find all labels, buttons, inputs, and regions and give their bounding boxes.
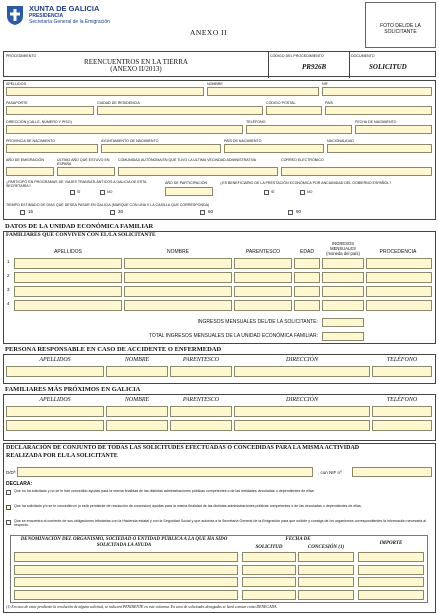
decl-opt-3: Que se encuentra al corriente de sus obligaciones tributarias con la Hacienda estatal y con la Seguridad Social y que autoriza a la Secretaría General de la Emigración para que solicite y consiga de los organismos correspondientes la información necesaria al respecto.	[14, 519, 426, 528]
emergency-col-3: DIRECCIÓN	[286, 357, 318, 363]
family-row-cell[interactable]	[322, 300, 364, 311]
label-ano-emig: AÑO DE EMIGRACIÓN	[6, 158, 44, 162]
total-applicant-label: INGRESOS MENSUALES DEL/DE LA SOLICITANTE:	[197, 319, 318, 325]
field-apellidos[interactable]	[6, 87, 204, 96]
aid-cell[interactable]	[358, 565, 424, 575]
total-family-label: TOTAL INGRESOS MENSUALES DE LA UNIDAD ECONÓMICA FAMILIAR:	[148, 333, 318, 339]
family-col-apellidos: APELLIDOS	[54, 249, 82, 255]
relatives-cell[interactable]	[106, 406, 168, 417]
relatives-cell[interactable]	[372, 420, 432, 431]
subdept-name: Secretaría General de la Emigración	[29, 19, 110, 25]
label-correo: CORREO ELECTRÓNICO	[281, 158, 324, 162]
label-participo-no: NO	[107, 190, 113, 194]
family-row-cell[interactable]	[294, 300, 320, 311]
family-row-cell[interactable]	[366, 300, 432, 311]
family-row-number: 1	[7, 259, 10, 264]
emergency-cell[interactable]	[234, 366, 370, 377]
aid-cell[interactable]	[358, 552, 424, 562]
declara-label: DECLARA:	[6, 481, 33, 487]
field-nacionalidad[interactable]	[327, 144, 432, 153]
relatives-col-2: PARENTESCO	[182, 397, 220, 403]
relatives-cell[interactable]	[234, 406, 370, 417]
dept-name: PRESIDENCIA	[29, 13, 64, 19]
label-provincia: PROVINCIA DE NACIMIENTO	[6, 139, 56, 143]
aid-col-solicitud: SOLICITUD	[255, 545, 283, 550]
dni-label: D/Dª	[6, 470, 16, 475]
field-ciudad[interactable]	[97, 106, 263, 115]
checkbox-days-60[interactable]	[200, 210, 205, 215]
family-row-cell[interactable]	[294, 286, 320, 297]
field-dni-name[interactable]	[17, 467, 313, 477]
label-nif: NIF	[322, 82, 328, 86]
field-fecha-nac[interactable]	[355, 125, 432, 134]
field-ano-part[interactable]	[165, 187, 213, 196]
family-row-cell[interactable]	[322, 286, 364, 297]
decl-opt-1: Que no ha solicitado y no se le han concedido ayudas para la misma finalidad de las distintas administraciones públicas competentes o de las entidades vinculadas o dependientes de ellas.	[14, 489, 315, 493]
family-row-number: 4	[7, 301, 10, 306]
family-row-number: 3	[7, 287, 10, 292]
family-row-cell[interactable]	[366, 286, 432, 297]
field-telefono[interactable]	[246, 125, 352, 134]
field-dni-nif[interactable]	[352, 467, 432, 477]
family-row-cell[interactable]	[294, 272, 320, 283]
doc-type: SOLICITUD	[369, 63, 407, 71]
doc-label: DOCUMENTO	[351, 54, 375, 58]
aid-cell[interactable]	[242, 565, 296, 575]
label-days-30: 30	[118, 209, 124, 214]
family-row-cell[interactable]	[124, 286, 232, 297]
aid-cell[interactable]	[298, 577, 354, 587]
family-col-ingresos: INGRESOS MENSUALES (moneda del país)	[326, 241, 360, 256]
relatives-col-1: NOMBRE	[124, 397, 150, 403]
aid-cell[interactable]	[298, 565, 354, 575]
family-row-cell[interactable]	[14, 286, 122, 297]
label-telefono: TELÉFONO	[246, 120, 266, 124]
aid-cell[interactable]	[14, 565, 238, 575]
field-correo[interactable]	[281, 167, 432, 176]
photo-box	[365, 2, 436, 48]
label-days-15: 15	[28, 209, 34, 214]
relatives-cell[interactable]	[6, 406, 104, 417]
proc-code: PR926B	[302, 63, 327, 71]
family-col-procedencia: PROCEDENCIA	[379, 249, 417, 255]
aid-cell[interactable]	[298, 552, 354, 562]
field-comunidad[interactable]	[118, 167, 278, 176]
proc-title-1: REENCUENTROS EN LA TIERRA	[84, 58, 188, 66]
family-row-number: 2	[7, 273, 10, 278]
emergency-cell[interactable]	[6, 366, 104, 377]
field-provincia[interactable]	[6, 144, 98, 153]
relatives-cell[interactable]	[234, 420, 370, 431]
proc-label: PROCEDIMIENTO	[6, 54, 37, 58]
family-row-cell[interactable]	[234, 300, 292, 311]
aid-cell[interactable]	[242, 577, 296, 587]
declaration-title-1: DECLARACIÓN DE CONJUNTO DE TODAS LAS SOLICITUDES EFECTUADAS O CONCEDIDAS PARA LA MISMA ACTIVIDAD	[6, 445, 360, 451]
label-comunidad: COMUNIDAD AUTÓNOMA EN QUE TUVO LA ÚLTIMA VECINDAD ADMINISTRATIVA	[118, 158, 257, 162]
aid-cell[interactable]	[14, 552, 238, 562]
field-total-applicant[interactable]	[322, 318, 364, 327]
checkbox-benef-no[interactable]	[300, 190, 305, 195]
label-tiempo: TIEMPO ESTIMADO DE DÍAS QUE DESEA PASAR EN GALICIA (MARQUE CON UNA X LA CASILLA QUE CORRESPONDA)	[6, 203, 210, 207]
emergency-col-2: PARENTESCO	[182, 357, 220, 363]
nif-label: , con NIF nº	[318, 470, 342, 475]
field-ultimo-ano[interactable]	[57, 167, 115, 176]
checkbox-decl-2[interactable]	[6, 505, 11, 510]
field-ano-emig[interactable]	[6, 167, 54, 176]
label-participo-si: SÍ	[77, 190, 81, 194]
relatives-col-4: TELÉFONO	[386, 397, 418, 403]
label-beneficiario: ¿ES BENEFICIARIO DE LA PRESTACIÓN ECONÓMICA POR ANCIANIDAD DEL GOBIERNO ESPAÑOL?	[220, 181, 392, 185]
field-pais[interactable]	[325, 106, 432, 115]
family-row-cell[interactable]	[294, 258, 320, 269]
family-col-edad: EDAD	[300, 249, 314, 255]
label-benef-no: NO	[307, 190, 313, 194]
family-row-cell[interactable]	[322, 258, 364, 269]
aid-cell[interactable]	[298, 590, 354, 600]
decl-opt-2: Que ha solicitado y/o se le concedieron (o está pendiente de resolución de concesión) ayudas para la misma finalidad de las distintas administraciones públicas competentes o de las vinculadas o dependientes de ellas.	[14, 504, 362, 508]
field-nif[interactable]	[322, 87, 432, 96]
emergency-cell[interactable]	[372, 366, 432, 377]
checkbox-participo-si[interactable]	[70, 190, 75, 195]
checkbox-participo-no[interactable]	[100, 190, 105, 195]
footnote: (1) En caso de estar pendiente la resolución de alguna solicitud, se indicará PENDIENTE en este columna. En caso de solicitudes denegadas se hará constar como DENEGADA.	[6, 605, 278, 609]
aid-cell[interactable]	[358, 590, 424, 600]
label-pais: PAÍS	[325, 101, 333, 105]
checkbox-days-15[interactable]	[20, 210, 25, 215]
checkbox-days-90[interactable]	[288, 210, 293, 215]
label-direccion: DIRECCIÓN (CALLE, NÚMERO Y PISO)	[6, 120, 72, 124]
emergency-cell[interactable]	[106, 366, 168, 377]
label-apellidos: APELLIDOS	[6, 82, 26, 86]
aid-col-fecha: FECHA DE	[285, 537, 311, 542]
label-days-90: 90	[296, 209, 302, 214]
checkbox-decl-3[interactable]	[6, 520, 11, 525]
emergency-col-0: APELLIDOS	[39, 357, 71, 363]
emergency-col-4: TELÉFONO	[386, 357, 418, 363]
xunta-shield-icon	[5, 4, 25, 26]
family-row-cell[interactable]	[124, 300, 232, 311]
label-pasaporte: PASAPORTE	[6, 101, 28, 105]
relatives-title: FAMILIARES MÁS PRÓXIMOS EN GALICIA	[5, 386, 141, 393]
aid-cell[interactable]	[242, 590, 296, 600]
checkbox-decl-1[interactable]	[6, 490, 11, 495]
field-total-family[interactable]	[322, 332, 364, 341]
family-row-cell[interactable]	[14, 300, 122, 311]
label-nombre: NOMBRE	[207, 82, 223, 86]
aid-col-concesion: CONCESIÓN (1)	[307, 545, 345, 550]
procedure-row	[3, 51, 436, 77]
family-row-cell[interactable]	[322, 272, 364, 283]
annex-title: ANEXO II	[190, 28, 228, 37]
checkbox-days-30[interactable]	[110, 210, 115, 215]
emergency-col-1: NOMBRE	[124, 357, 150, 363]
field-cp[interactable]	[266, 106, 322, 115]
proc-title-2: (ANEXO II/2013)	[110, 65, 162, 73]
declaration-title-2: REALIZADA POR EL/LA SOLICITANTE	[6, 453, 118, 459]
label-fecha-nac: FECHA DE NACIMIENTO	[355, 120, 397, 124]
family-row-cell[interactable]	[14, 272, 122, 283]
aid-cell[interactable]	[358, 577, 424, 587]
aid-col-denom: DENOMINACIÓN DEL ORGANISMO, SOCIEDAD O ENTIDAD PÚBLICA A LA QUE HA SIDO SOLICITADA LA AYUDA	[20, 537, 228, 548]
label-ano-part: AÑO DE PARTICIPACIÓN	[165, 181, 208, 185]
field-pasaporte[interactable]	[6, 106, 94, 115]
family-section-title: DATOS DE LA UNIDAD ECONÓMICA FAMILIAR	[5, 223, 154, 230]
family-row-cell[interactable]	[124, 258, 232, 269]
aid-cell[interactable]	[14, 590, 238, 600]
label-participo: ¿PARTICIPÓ EN PROGRAMAS DE VIAJES TRANSATLÁNTICOS A GALICIA DE ESTA SECRETARÍA?	[6, 180, 147, 189]
relatives-cell[interactable]	[106, 420, 168, 431]
label-cp: CÓDIGO POSTAL	[266, 101, 296, 105]
label-ciudad: CIUDAD DE RESIDENCIA	[97, 101, 140, 105]
family-row-cell[interactable]	[366, 272, 432, 283]
family-row-cell[interactable]	[234, 272, 292, 283]
family-row-cell[interactable]	[124, 272, 232, 283]
relatives-cell[interactable]	[372, 406, 432, 417]
relatives-col-0: APELLIDOS	[39, 397, 71, 403]
emergency-cell[interactable]	[170, 366, 232, 377]
checkbox-benef-si[interactable]	[264, 190, 269, 195]
label-ayto: AYUNTAMIENTO DE NACIMIENTO	[101, 139, 159, 143]
relatives-col-3: DIRECCIÓN	[286, 397, 318, 403]
code-label: CÓDIGO DEL PROCEDIMIENTO	[270, 54, 324, 58]
xunta-logo	[5, 4, 25, 26]
label-ultimo-ano: ÚLTIMO AÑO QUE ESTUVO EN ESPAÑA	[57, 158, 110, 167]
aid-cell[interactable]	[242, 552, 296, 562]
family-sub-title: FAMILIARES QUE CONVIVEN CON EL/LA SOLICITANTE	[6, 232, 156, 238]
field-direccion[interactable]	[6, 125, 243, 134]
label-nacionalidad: NACIONALIDAD	[327, 139, 354, 143]
field-nombre[interactable]	[207, 87, 319, 96]
relatives-cell[interactable]	[170, 406, 232, 417]
label-days-60: 60	[208, 209, 214, 214]
relatives-cell[interactable]	[170, 420, 232, 431]
aid-col-importe: IMPORTE	[379, 541, 403, 546]
aid-cell[interactable]	[14, 577, 238, 587]
family-col-parentesco: PARENTESCO	[245, 249, 281, 255]
label-benef-si: SÍ	[271, 190, 275, 194]
field-ayto[interactable]	[101, 144, 221, 153]
label-pais-nac: PAÍS DE NACIMIENTO	[224, 139, 262, 143]
family-row-cell[interactable]	[14, 258, 122, 269]
photo-label: FOTO DEL/DE LA SOLICITANTE	[380, 23, 421, 35]
family-row-cell[interactable]	[234, 258, 292, 269]
family-row-cell[interactable]	[234, 286, 292, 297]
family-row-cell[interactable]	[366, 258, 432, 269]
org-name: XUNTA DE GALICIA	[29, 4, 100, 13]
emergency-title: PERSONA RESPONSABLE EN CASO DE ACCIDENTE O ENFERMEDAD	[5, 346, 222, 353]
relatives-cell[interactable]	[6, 420, 104, 431]
family-col-nombre: NOMBRE	[167, 249, 189, 255]
field-pais-nac[interactable]	[224, 144, 324, 153]
